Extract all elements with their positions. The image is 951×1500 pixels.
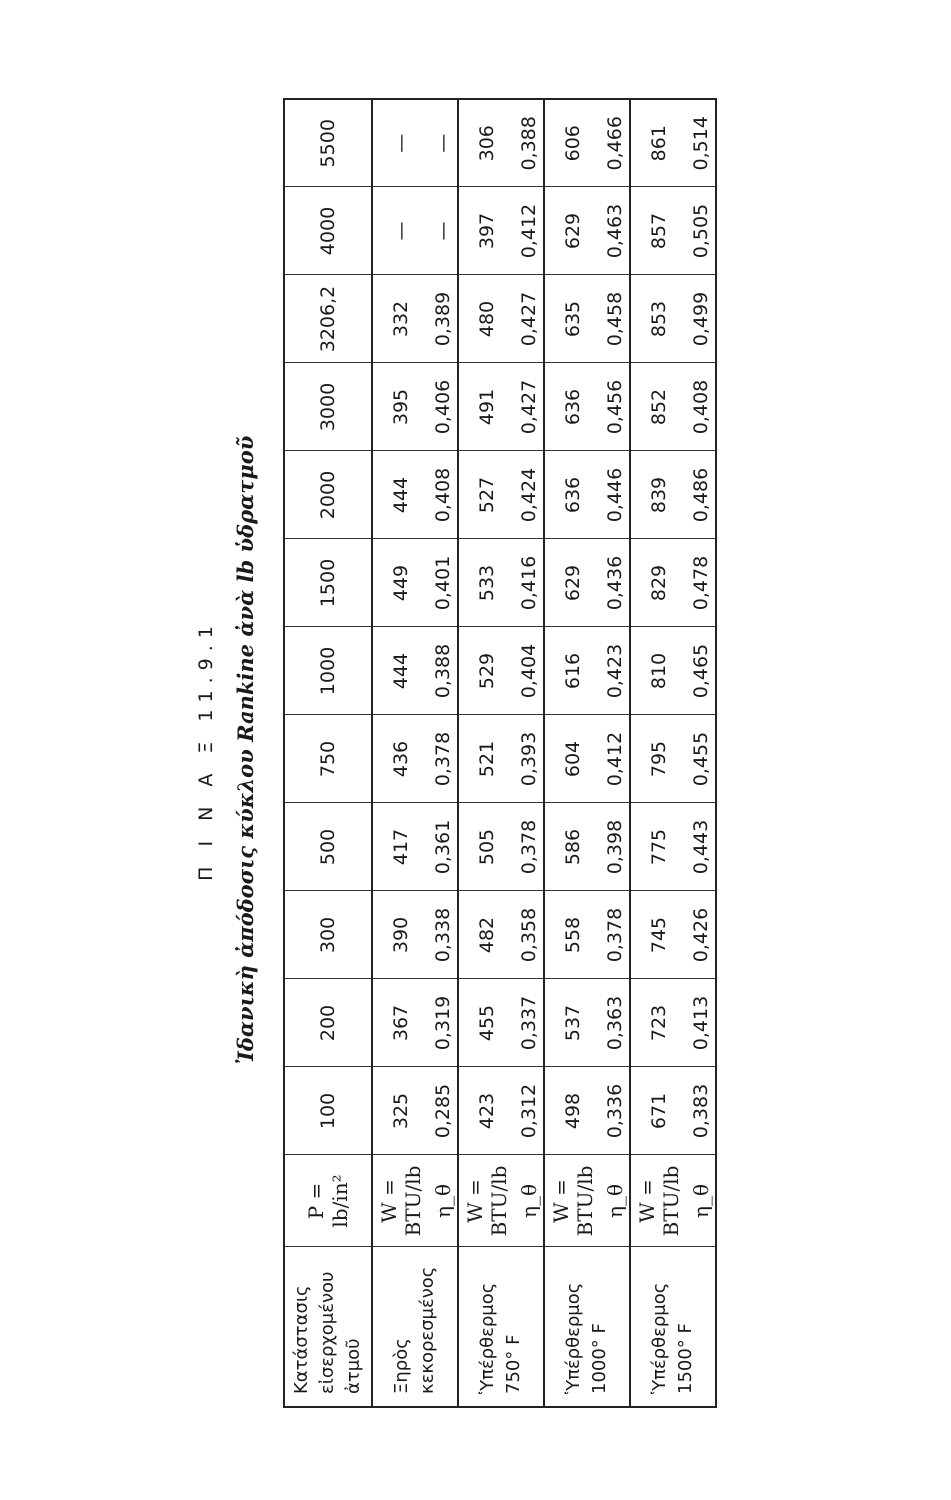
- w-cell: 616: [544, 627, 601, 715]
- w-cell: —: [372, 99, 429, 187]
- w-cell: 444: [372, 451, 429, 539]
- eta-cell: 0,363: [601, 979, 630, 1067]
- eta-label: η_θ: [687, 1155, 716, 1247]
- eta-cell: 0,383: [687, 1067, 716, 1155]
- w-label: W = BTU/lb: [458, 1155, 515, 1247]
- state-cell: Ξηρὸς κεκορεσμένος: [372, 1247, 458, 1407]
- w-row: [544, 99, 601, 1407]
- w-cell: 521: [458, 715, 515, 803]
- w-cell: 533: [458, 539, 515, 627]
- w-cell: 829: [630, 539, 687, 627]
- eta-cell: 0,486: [687, 451, 716, 539]
- eta-row: [687, 99, 716, 1407]
- eta-cell: 0,443: [687, 803, 716, 891]
- w-cell: 745: [630, 891, 687, 979]
- w-cell: 586: [544, 803, 601, 891]
- w-row: [458, 99, 515, 1407]
- rotated-page: [195, 80, 755, 1420]
- eta-cell: 0,378: [601, 891, 630, 979]
- w-cell: 852: [630, 363, 687, 451]
- state-header: Κατάστασις εἰσερχομένου ἀτμοῦ: [284, 1247, 372, 1407]
- state-cell: Ὑπέρθερμος 1000° F: [544, 1247, 630, 1407]
- pressure-cell: 3000: [284, 363, 372, 451]
- eta-label: η_θ: [601, 1155, 630, 1247]
- w-cell: 861: [630, 99, 687, 187]
- w-cell: 537: [544, 979, 601, 1067]
- w-cell: 604: [544, 715, 601, 803]
- eta-cell: 0,426: [687, 891, 716, 979]
- pressure-cell: 300: [284, 891, 372, 979]
- w-cell: 853: [630, 275, 687, 363]
- eta-cell: 0,465: [687, 627, 716, 715]
- w-cell: 498: [544, 1067, 601, 1155]
- eta-cell: 0,456: [601, 363, 630, 451]
- eta-cell: 0,416: [515, 539, 544, 627]
- w-cell: 558: [544, 891, 601, 979]
- w-cell: 723: [630, 979, 687, 1067]
- pressure-cell: 1500: [284, 539, 372, 627]
- eta-cell: 0,358: [515, 891, 544, 979]
- w-cell: 775: [630, 803, 687, 891]
- w-cell: 636: [544, 451, 601, 539]
- eta-label: η_θ: [429, 1155, 458, 1247]
- pressure-cell: 3206,2: [284, 275, 372, 363]
- eta-cell: 0,412: [601, 715, 630, 803]
- w-cell: 332: [372, 275, 429, 363]
- w-cell: 449: [372, 539, 429, 627]
- w-cell: 606: [544, 99, 601, 187]
- eta-cell: 0,393: [515, 715, 544, 803]
- eta-cell: 0,361: [429, 803, 458, 891]
- w-row: [630, 99, 687, 1407]
- w-cell: 444: [372, 627, 429, 715]
- eta-cell: 0,378: [515, 803, 544, 891]
- eta-cell: 0,336: [601, 1067, 630, 1155]
- table-number-title: Π Ι Ν Α Ξ 11.9.1: [195, 619, 217, 881]
- w-row: [372, 99, 429, 1407]
- w-cell: 455: [458, 979, 515, 1067]
- eta-cell: 0,406: [429, 363, 458, 451]
- pressure-cell: 1000: [284, 627, 372, 715]
- w-cell: 629: [544, 187, 601, 275]
- eta-cell: 0,505: [687, 187, 716, 275]
- w-cell: 629: [544, 539, 601, 627]
- eta-cell: 0,404: [515, 627, 544, 715]
- eta-cell: 0,458: [601, 275, 630, 363]
- state-cell: Ὑπέρθερμος 750° F: [458, 1247, 544, 1407]
- w-cell: 839: [630, 451, 687, 539]
- eta-cell: 0,408: [687, 363, 716, 451]
- w-cell: 635: [544, 275, 601, 363]
- eta-cell: 0,338: [429, 891, 458, 979]
- w-cell: —: [372, 187, 429, 275]
- eta-cell: 0,499: [687, 275, 716, 363]
- w-cell: 397: [458, 187, 515, 275]
- w-cell: 306: [458, 99, 515, 187]
- eta-cell: 0,514: [687, 99, 716, 187]
- w-cell: 636: [544, 363, 601, 451]
- pressure-cell: 500: [284, 803, 372, 891]
- eta-cell: 0,389: [429, 275, 458, 363]
- w-cell: 417: [372, 803, 429, 891]
- eta-cell: —: [429, 187, 458, 275]
- eta-cell: 0,388: [429, 627, 458, 715]
- w-cell: 436: [372, 715, 429, 803]
- eta-cell: 0,388: [515, 99, 544, 187]
- eta-cell: —: [429, 99, 458, 187]
- eta-row: [429, 99, 458, 1407]
- eta-cell: 0,285: [429, 1067, 458, 1155]
- w-cell: 529: [458, 627, 515, 715]
- w-cell: 325: [372, 1067, 429, 1155]
- rankine-efficiency-table: [283, 98, 717, 1408]
- pressure-cell: 5500: [284, 99, 372, 187]
- eta-cell: 0,398: [601, 803, 630, 891]
- eta-cell: 0,455: [687, 715, 716, 803]
- w-cell: 671: [630, 1067, 687, 1155]
- w-cell: 480: [458, 275, 515, 363]
- w-cell: 795: [630, 715, 687, 803]
- eta-cell: 0,423: [601, 627, 630, 715]
- eta-cell: 0,378: [429, 715, 458, 803]
- eta-cell: 0,427: [515, 363, 544, 451]
- state-cell: Ὑπέρθερμος 1500° F: [630, 1247, 716, 1407]
- eta-cell: 0,463: [601, 187, 630, 275]
- w-cell: 491: [458, 363, 515, 451]
- eta-cell: 0,312: [515, 1067, 544, 1155]
- w-label: W = BTU/lb: [630, 1155, 687, 1247]
- pressure-cell: 200: [284, 979, 372, 1067]
- pressure-cell: 750: [284, 715, 372, 803]
- w-cell: 505: [458, 803, 515, 891]
- eta-label: η_θ: [515, 1155, 544, 1247]
- eta-cell: 0,412: [515, 187, 544, 275]
- w-cell: 482: [458, 891, 515, 979]
- eta-cell: 0,427: [515, 275, 544, 363]
- pressure-header: P = lb/in²: [284, 1155, 372, 1247]
- w-cell: 390: [372, 891, 429, 979]
- eta-cell: 0,337: [515, 979, 544, 1067]
- w-cell: 367: [372, 979, 429, 1067]
- eta-cell: 0,466: [601, 99, 630, 187]
- eta-cell: 0,436: [601, 539, 630, 627]
- eta-cell: 0,319: [429, 979, 458, 1067]
- w-label: W = BTU/lb: [372, 1155, 429, 1247]
- eta-cell: 0,478: [687, 539, 716, 627]
- eta-cell: 0,408: [429, 451, 458, 539]
- table-caption: Ἰδανικὴ ἀπόδοσις κύκλου Rankine ἀνὰ lb ὑδρατμοῦ: [233, 435, 258, 1065]
- w-cell: 527: [458, 451, 515, 539]
- eta-row: [601, 99, 630, 1407]
- w-cell: 395: [372, 363, 429, 451]
- w-cell: 857: [630, 187, 687, 275]
- w-cell: 810: [630, 627, 687, 715]
- eta-row: [515, 99, 544, 1407]
- pressure-cell: 2000: [284, 451, 372, 539]
- eta-cell: 0,446: [601, 451, 630, 539]
- pressure-cell: 4000: [284, 187, 372, 275]
- eta-cell: 0,413: [687, 979, 716, 1067]
- pressure-cell: 100: [284, 1067, 372, 1155]
- header-row: [284, 99, 372, 1407]
- eta-cell: 0,424: [515, 451, 544, 539]
- w-label: W = BTU/lb: [544, 1155, 601, 1247]
- eta-cell: 0,401: [429, 539, 458, 627]
- w-cell: 423: [458, 1067, 515, 1155]
